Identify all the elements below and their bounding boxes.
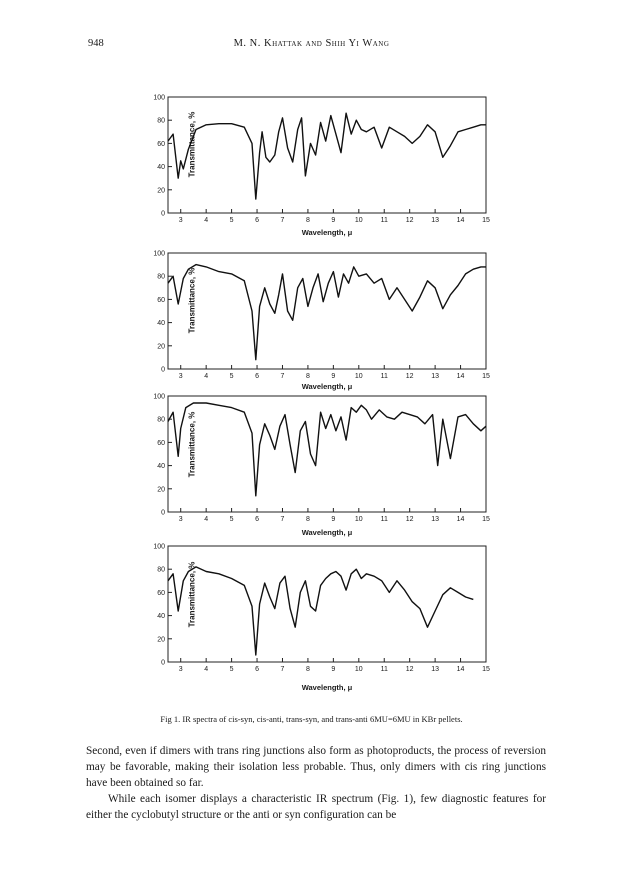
ir-spectrum-chart-4 — [153, 543, 490, 673]
x-tick-label: 4 — [204, 373, 209, 380]
caption-text: IR spectra of cis-syn, cis-anti, trans-syn, and trans-anti 6MU=6MU in KBr pellets. — [182, 714, 463, 724]
x-tick-label: 6 — [255, 217, 259, 224]
ir-spectrum-panel-1 — [153, 94, 490, 224]
ir-spectrum-chart-1 — [153, 94, 490, 224]
running-head: M. N. Khattak and Shih Yi Wang — [233, 38, 390, 49]
y-tick-label: 20 — [157, 343, 165, 351]
x-tick-label: 13 — [431, 373, 440, 380]
ir-spectrum-panel-4 — [153, 543, 490, 673]
ir-spectrum-panel-2 — [153, 250, 490, 380]
y-tick-label: 60 — [157, 140, 165, 148]
x-tick-label: 7 — [280, 217, 285, 224]
x-axis-label: Wavelength, μ — [301, 228, 353, 237]
y-tick-label: 80 — [157, 273, 165, 281]
y-tick-label: 80 — [157, 566, 165, 574]
x-tick-label: 15 — [482, 373, 490, 380]
x-tick-label: 7 — [280, 666, 285, 673]
y-tick-label: 100 — [153, 250, 165, 258]
x-axis-label: Wavelength, μ — [301, 683, 353, 692]
y-tick-label: 20 — [157, 486, 165, 494]
x-tick-label: 8 — [305, 217, 310, 224]
x-tick-label: 13 — [431, 217, 440, 224]
x-tick-label: 14 — [456, 373, 465, 380]
x-tick-label: 9 — [331, 516, 336, 523]
x-tick-label: 12 — [405, 373, 414, 380]
y-tick-label: 80 — [157, 117, 165, 125]
x-tick-label: 11 — [380, 217, 388, 224]
x-tick-label: 10 — [354, 217, 363, 224]
spectrum-line — [168, 567, 473, 655]
x-tick-label: 11 — [380, 373, 388, 380]
x-tick-label: 10 — [354, 516, 363, 523]
y-tick-label: 40 — [157, 463, 165, 471]
x-tick-label: 3 — [178, 516, 183, 523]
x-tick-label: 8 — [305, 666, 310, 673]
paragraph: Second, even if dimers with trans ring junctions also form as photoproducts, the process of reversion may be favorable, making their isolation less probable. Thus, only dimers with cis ring junctions have been obtained so far. — [86, 745, 546, 789]
y-tick-label: 100 — [153, 94, 165, 102]
ir-spectrum-chart-3 — [153, 393, 490, 523]
y-tick-label: 60 — [157, 589, 165, 597]
x-tick-label: 6 — [255, 666, 259, 673]
x-tick-label: 12 — [405, 666, 414, 673]
x-tick-label: 8 — [305, 373, 310, 380]
x-tick-label: 10 — [354, 666, 363, 673]
x-tick-label: 13 — [431, 516, 440, 523]
x-tick-label: 15 — [482, 217, 490, 224]
x-tick-label: 15 — [482, 666, 490, 673]
y-tick-label: 20 — [157, 187, 165, 195]
y-tick-label: 100 — [153, 543, 165, 551]
y-tick-label: 0 — [161, 509, 165, 517]
ir-spectrum-panel-3 — [153, 393, 490, 523]
x-tick-label: 5 — [229, 516, 234, 523]
y-tick-label: 40 — [157, 320, 165, 328]
x-tick-label: 15 — [482, 516, 490, 523]
x-tick-label: 7 — [280, 516, 285, 523]
caption-prefix: Fig 1. — [160, 714, 181, 724]
x-tick-label: 6 — [255, 516, 259, 523]
x-tick-label: 14 — [456, 217, 465, 224]
y-axis-label: Transmittance, % — [187, 561, 197, 628]
spectrum-line — [168, 265, 486, 360]
x-tick-label: 8 — [305, 516, 310, 523]
x-tick-label: 10 — [354, 373, 363, 380]
y-tick-label: 20 — [157, 636, 165, 644]
x-axis-label: Wavelength, μ — [301, 528, 353, 537]
x-tick-label: 9 — [331, 373, 336, 380]
y-tick-label: 60 — [157, 296, 165, 304]
plot-frame — [168, 97, 486, 213]
x-tick-label: 4 — [204, 217, 209, 224]
y-tick-label: 40 — [157, 613, 165, 621]
x-tick-label: 13 — [431, 666, 440, 673]
x-tick-label: 3 — [178, 666, 183, 673]
x-axis-label: Wavelength, μ — [301, 382, 353, 391]
x-tick-label: 7 — [280, 373, 285, 380]
y-tick-label: 60 — [157, 439, 165, 447]
y-tick-label: 40 — [157, 164, 165, 172]
x-tick-label: 9 — [331, 217, 336, 224]
body-text — [86, 743, 546, 823]
x-tick-label: 12 — [405, 217, 414, 224]
x-tick-label: 12 — [405, 516, 414, 523]
y-tick-label: 0 — [161, 659, 165, 667]
spectrum-line — [168, 403, 486, 496]
y-tick-label: 80 — [157, 416, 165, 424]
y-axis-label: Transmittance, % — [187, 411, 197, 478]
ir-spectrum-chart-2 — [153, 250, 490, 380]
x-tick-label: 4 — [204, 666, 209, 673]
paragraph: While each isomer displays a characteristic IR spectrum (Fig. 1), few diagnostic features for either the cyclobutyl structure or the anti or syn configuration can be — [86, 793, 546, 821]
page-number: 948 — [88, 38, 104, 49]
x-tick-label: 3 — [178, 217, 183, 224]
x-tick-label: 5 — [229, 666, 234, 673]
x-tick-label: 6 — [255, 373, 259, 380]
spectrum-line — [168, 113, 486, 199]
x-tick-label: 5 — [229, 373, 234, 380]
x-tick-label: 4 — [204, 516, 209, 523]
x-tick-label: 3 — [178, 373, 183, 380]
y-tick-label: 100 — [153, 393, 165, 401]
figure-caption — [0, 714, 623, 724]
x-tick-label: 14 — [456, 666, 465, 673]
x-tick-label: 14 — [456, 516, 465, 523]
x-tick-label: 9 — [331, 666, 336, 673]
x-tick-label: 11 — [380, 516, 388, 523]
x-tick-label: 5 — [229, 217, 234, 224]
y-tick-label: 0 — [161, 210, 165, 218]
y-tick-label: 0 — [161, 366, 165, 374]
y-axis-label: Transmittance, % — [187, 267, 197, 334]
x-tick-label: 11 — [380, 666, 388, 673]
y-axis-label: Transmittance, % — [187, 111, 197, 178]
